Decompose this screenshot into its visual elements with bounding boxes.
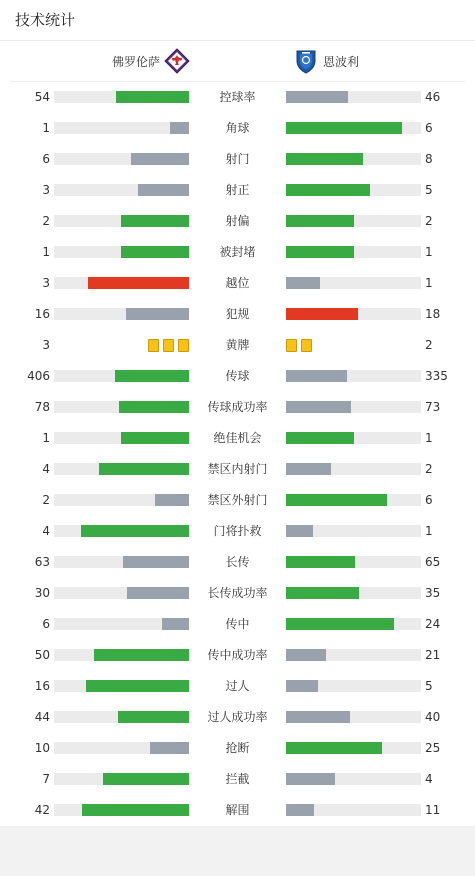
stat-row (0, 426, 475, 450)
empoli-shield-crest-icon (293, 48, 319, 74)
section-title: 技术统计 (15, 11, 76, 29)
away-stat-value: 6 (425, 493, 433, 507)
away-bar-fill (286, 618, 394, 630)
stat-row (0, 643, 475, 667)
home-bar-track (54, 463, 189, 475)
away-bar-track (286, 401, 421, 413)
home-bar-track (54, 680, 189, 692)
away-bar-track (286, 91, 421, 103)
home-bar-fill (150, 742, 189, 754)
stat-row (0, 271, 475, 295)
stat-label: 长传 (225, 555, 250, 569)
away-bar-track (286, 618, 421, 630)
home-stat-value: 6 (42, 152, 50, 166)
home-stat-value: 2 (42, 214, 50, 228)
away-stat-value: 6 (425, 121, 433, 135)
home-bar-fill (123, 556, 189, 568)
away-bar-track (286, 556, 421, 568)
home-stat-value: 6 (42, 617, 50, 631)
home-bar-fill (127, 587, 189, 599)
away-bar-track (286, 432, 421, 444)
away-bar-fill (286, 742, 382, 754)
stat-label: 过人 (225, 679, 250, 693)
home-bar-fill (88, 277, 189, 289)
home-stat-value: 54 (34, 90, 50, 104)
away-bar-fill (286, 215, 354, 227)
stat-row (0, 767, 475, 791)
stat-label: 传中成功率 (207, 648, 268, 662)
yellow-card-icon (148, 339, 159, 352)
away-bar-fill (286, 649, 326, 661)
home-bar-fill (126, 308, 189, 320)
stat-row (0, 674, 475, 698)
away-stat-value: 46 (425, 90, 441, 104)
stat-row (0, 798, 475, 822)
away-bar-fill (286, 401, 351, 413)
away-bar-track (286, 494, 421, 506)
away-bar-fill (286, 277, 320, 289)
away-bar-track (286, 370, 421, 382)
home-bar-track (54, 432, 189, 444)
stat-row (0, 302, 475, 326)
away-bar-track (286, 742, 421, 754)
away-bar-track (286, 215, 421, 227)
home-bar-track (54, 618, 189, 630)
stat-label: 传球 (225, 369, 250, 383)
away-stat-value: 335 (425, 369, 448, 383)
stat-label: 射正 (225, 183, 250, 197)
away-stat-value: 5 (425, 679, 433, 693)
title-divider (0, 40, 475, 41)
home-bar-track (54, 308, 189, 320)
away-bar-fill (286, 463, 331, 475)
away-stat-value: 5 (425, 183, 433, 197)
home-bar-track (54, 773, 189, 785)
home-stat-value: 4 (42, 524, 50, 538)
home-bar-track (54, 215, 189, 227)
away-bar-fill (286, 494, 387, 506)
yellow-card-icon (286, 339, 297, 352)
yellow-card-icon (301, 339, 312, 352)
home-stat-value: 50 (34, 648, 50, 662)
away-bar-fill (286, 711, 350, 723)
home-bar-fill (162, 618, 189, 630)
stat-row (0, 147, 475, 171)
home-bar-fill (121, 246, 189, 258)
home-bar-track (54, 525, 189, 537)
away-team-name: 恩波利 (323, 54, 360, 69)
stat-row (0, 209, 475, 233)
away-bar-fill (286, 91, 348, 103)
stat-row (0, 364, 475, 388)
home-stat-value: 3 (42, 338, 50, 352)
away-stat-value: 18 (425, 307, 441, 321)
away-bar-fill (286, 587, 359, 599)
stat-row (0, 612, 475, 636)
home-stat-value: 1 (42, 431, 50, 445)
home-bar-track (54, 370, 189, 382)
stat-label: 绝佳机会 (213, 431, 262, 445)
home-bar-track (54, 277, 189, 289)
home-bar-track (54, 91, 189, 103)
home-bar-fill (170, 122, 189, 134)
stat-label: 过人成功率 (207, 710, 268, 724)
home-bar-fill (103, 773, 189, 785)
stat-label: 拦截 (225, 772, 250, 786)
home-bar-fill (155, 494, 189, 506)
away-bar-track (286, 153, 421, 165)
home-stat-value: 3 (42, 183, 50, 197)
home-bar-track (54, 153, 189, 165)
stat-label: 角球 (225, 121, 250, 135)
stat-label: 黄牌 (225, 338, 250, 352)
stat-label: 越位 (225, 276, 250, 290)
away-stat-value: 1 (425, 431, 433, 445)
home-stat-value: 406 (27, 369, 50, 383)
away-bar-fill (286, 122, 402, 134)
home-stat-value: 7 (42, 772, 50, 786)
stat-label: 抢断 (225, 741, 250, 755)
stat-label: 射门 (225, 152, 250, 166)
stat-label: 射偏 (225, 214, 250, 228)
stat-row (0, 705, 475, 729)
home-stat-value: 16 (34, 679, 50, 693)
yellow-card-icon (178, 339, 189, 352)
away-stat-value: 1 (425, 245, 433, 259)
header-divider (10, 81, 465, 82)
away-bar-track (286, 184, 421, 196)
away-bar-fill (286, 525, 313, 537)
stat-label: 传中 (225, 617, 250, 631)
home-stat-value: 16 (34, 307, 50, 321)
stat-row (0, 736, 475, 760)
stat-label: 门将扑救 (213, 524, 262, 538)
away-bar-track (286, 308, 421, 320)
away-stat-value: 25 (425, 741, 441, 755)
stat-row (0, 116, 475, 140)
away-stat-value: 73 (425, 400, 441, 414)
home-bar-fill (99, 463, 189, 475)
away-stat-value: 2 (425, 214, 433, 228)
home-stat-value: 1 (42, 121, 50, 135)
home-bar-track (54, 711, 189, 723)
away-stat-value: 11 (425, 803, 441, 817)
away-bar-track (286, 680, 421, 692)
home-bar-fill (82, 804, 189, 816)
home-bar-track (54, 587, 189, 599)
stat-row (0, 457, 475, 481)
stat-label: 解围 (225, 803, 250, 817)
away-stat-value: 21 (425, 648, 441, 662)
away-bar-fill (286, 556, 355, 568)
stat-label: 禁区内射门 (207, 462, 268, 476)
home-bar-track (54, 184, 189, 196)
home-stat-value: 3 (42, 276, 50, 290)
away-bar-fill (286, 804, 314, 816)
home-stat-value: 63 (34, 555, 50, 569)
away-team (293, 48, 359, 74)
away-stat-value: 1 (425, 276, 433, 290)
away-bar-fill (286, 370, 347, 382)
away-stat-value: 8 (425, 152, 433, 166)
home-bar-fill (86, 680, 189, 692)
home-bar-track (54, 742, 189, 754)
away-stat-value: 40 (425, 710, 441, 724)
away-bar-track (286, 587, 421, 599)
away-stat-value: 24 (425, 617, 441, 631)
stat-label: 禁区外射门 (207, 493, 268, 507)
away-bar-fill (286, 432, 354, 444)
home-bar-fill (121, 215, 189, 227)
away-bar-track (286, 122, 421, 134)
away-bar-track (286, 277, 421, 289)
away-stat-value: 4 (425, 772, 433, 786)
away-stat-value: 1 (425, 524, 433, 538)
away-bar-fill (286, 680, 318, 692)
home-bar-track (54, 122, 189, 134)
home-stat-value: 4 (42, 462, 50, 476)
home-bar-track (54, 556, 189, 568)
stat-label: 控球率 (219, 90, 256, 104)
away-bar-fill (286, 773, 335, 785)
yellow-card-icon (163, 339, 174, 352)
stat-row (0, 550, 475, 574)
stat-label: 长传成功率 (207, 586, 268, 600)
away-bar-fill (286, 246, 354, 258)
home-team (112, 48, 190, 74)
away-yellow-cards (286, 339, 312, 352)
home-bar-fill (138, 184, 189, 196)
home-team-name: 佛罗伦萨 (111, 54, 160, 69)
home-stat-value: 2 (42, 493, 50, 507)
away-bar-track (286, 463, 421, 475)
home-bar-fill (119, 401, 189, 413)
away-bar-track (286, 246, 421, 258)
fiorentina-lily-crest-icon (164, 48, 190, 74)
stat-row (0, 240, 475, 264)
stat-row (0, 85, 475, 109)
away-bar-fill (286, 308, 358, 320)
home-bar-track (54, 401, 189, 413)
home-stat-value: 30 (34, 586, 50, 600)
home-bar-fill (115, 370, 189, 382)
home-bar-track (54, 804, 189, 816)
away-bar-fill (286, 184, 370, 196)
home-stat-value: 78 (34, 400, 50, 414)
stat-row (0, 333, 475, 357)
stat-label: 被封堵 (219, 245, 256, 259)
home-bar-fill (121, 432, 189, 444)
stat-row (0, 395, 475, 419)
home-bar-track (54, 246, 189, 258)
stat-label: 传球成功率 (207, 400, 268, 414)
away-bar-fill (286, 153, 363, 165)
home-bar-fill (131, 153, 189, 165)
stat-row (0, 178, 475, 202)
away-bar-track (286, 649, 421, 661)
stat-label: 犯规 (225, 307, 250, 321)
stat-row (0, 581, 475, 605)
away-bar-track (286, 804, 421, 816)
home-bar-fill (116, 91, 189, 103)
home-bar-track (54, 649, 189, 661)
home-stat-value: 44 (34, 710, 50, 724)
stat-row (0, 488, 475, 512)
home-bar-track (54, 494, 189, 506)
stat-row (0, 519, 475, 543)
home-bar-fill (94, 649, 189, 661)
away-bar-track (286, 711, 421, 723)
home-bar-fill (81, 525, 189, 537)
away-stat-value: 65 (425, 555, 441, 569)
home-yellow-cards (148, 339, 189, 352)
away-bar-track (286, 773, 421, 785)
away-bar-track (286, 525, 421, 537)
home-stat-value: 10 (34, 741, 50, 755)
home-bar-fill (118, 711, 189, 723)
away-stat-value: 2 (425, 338, 433, 352)
away-stat-value: 35 (425, 586, 441, 600)
home-stat-value: 1 (42, 245, 50, 259)
away-stat-value: 2 (425, 462, 433, 476)
home-stat-value: 42 (34, 803, 50, 817)
